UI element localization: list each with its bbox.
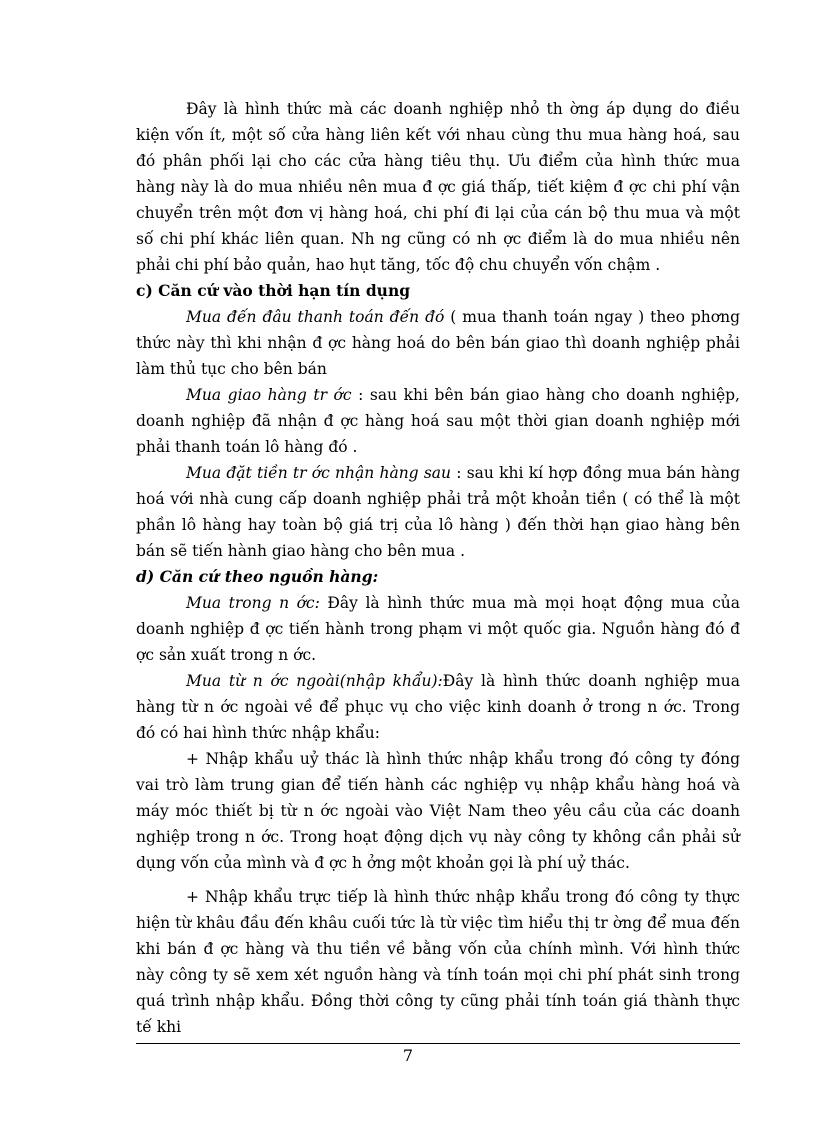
paragraph-entrusted-import: + Nhập khẩu uỷ thác là hình thức nhập khẩu trong đó công ty đóng vai trò làm trung gian để tiến hành các nghiệp vụ nhập khẩu hàng hoá và máy móc thiết bị từ n ớc ngoài vào Việt Nam theo yêu cầu của các doanh nghiệp trong n ớc. Trong hoạt động dịch vụ này công ty không cần phải sử dụng vốn của mình và đ ợc h ởng một khoản gọi là phí uỷ thác. bbox=[136, 750, 740, 872]
page-content bbox=[136, 96, 740, 1040]
paragraph-import bbox=[136, 668, 740, 746]
page-number: 7 bbox=[402, 1046, 414, 1065]
paragraph-pay-on-delivery bbox=[136, 304, 740, 382]
paragraph-intro: Đây là hình thức mà các doanh nghiệp nhỏ th ờng áp dụng do điều kiện vốn ít, một số cửa hàng liên kết với nhau cùng thu mua hàng hoá, sau đó phân phối lại cho các cửa hàng tiêu thụ. Ưu điểm của hình thức mua hàng này là do mua nhiều nên mua đ ợc giá thấp, tiết kiệm đ ợc chi phí vận chuyển trên một đơn vị hàng hoá, chi phí đi lại của cán bộ thu mua và một số chi phí khác liên quan. Nh ng cũng có nh ợc điểm là do mua nhiều nên phải chi phí bảo quản, hao hụt tăng, tốc độ chu chuyển vốn chậm . bbox=[136, 100, 740, 274]
paragraph-domestic-text: Đây là hình thức mua mà mọi hoạt động mua của doanh nghiệp đ ợc tiến hành trong phạm vi một quốc gia. Nguồn hàng đó đ ợc sản xuất trong n ớc. bbox=[136, 594, 740, 664]
paragraph-domestic bbox=[136, 590, 740, 668]
footer-divider bbox=[136, 1043, 740, 1044]
section-heading-d: d) Căn cứ theo nguồn hàng: bbox=[136, 567, 379, 586]
paragraph-prepay-text: : sau khi kí hợp đồng mua bán hàng hoá với nhà cung cấp doanh nghiệp phải trả một khoản tiền ( có thể là một phần lô hàng hay toàn bộ giá trị của lô hàng ) đến thời hạn giao hàng bên bán sẽ tiến hành giao hàng cho bên mua . bbox=[136, 464, 740, 560]
paragraph-prepay bbox=[136, 460, 740, 564]
term-domestic: Mua trong n ớc: bbox=[186, 594, 320, 612]
paragraph-goods-first-text: : sau khi bên bán giao hàng cho doanh nghiệp, doanh nghiệp đã nhận đ ợc hàng hoá sau một thời gian doanh nghiệp mới phải thanh toán lô hàng đó . bbox=[136, 386, 740, 456]
section-heading-c: c) Căn cứ vào thời hạn tín dụng bbox=[136, 281, 411, 300]
paragraph-pay-on-delivery-text: ( mua thanh toán ngay ) theo phơng thức này thì khi nhận đ ợc hàng hoá do bên bán giao thì doanh nghiệp phải làm thủ tục cho bên bán bbox=[136, 308, 740, 378]
paragraph-import-text: Đây là hình thức doanh nghiệp mua hàng từ n ớc ngoài về để phục vụ cho việc kinh doanh ở trong n ớc. Trong đó có hai hình thức nhập khẩu: bbox=[136, 672, 741, 742]
paragraph-gap bbox=[136, 876, 740, 884]
term-prepay: Mua đặt tiền tr ớc nhận hàng sau bbox=[186, 464, 452, 482]
term-import: Mua từ n ớc ngoài(nhập khẩu): bbox=[186, 672, 443, 690]
paragraph-goods-first bbox=[136, 382, 740, 460]
term-pay-on-delivery: Mua đến đâu thanh toán đến đó bbox=[186, 308, 445, 326]
paragraph-direct-import: + Nhập khẩu trực tiếp là hình thức nhập khẩu trong đó công ty thực hiện từ khâu đầu đến khâu cuối tức là từ việc tìm hiểu thị tr ờng để mua đến khi bán đ ợc hàng và thu tiền về bằng vốn của chính mình. Với hình thức này công ty sẽ xem xét nguồn hàng và tính toán mọi chi phí phát sinh trong quá trình nhập khẩu. Đồng thời công ty cũng phải tính toán giá thành thực tế khi bbox=[136, 888, 740, 1036]
term-goods-first: Mua giao hàng tr ớc bbox=[186, 386, 352, 404]
